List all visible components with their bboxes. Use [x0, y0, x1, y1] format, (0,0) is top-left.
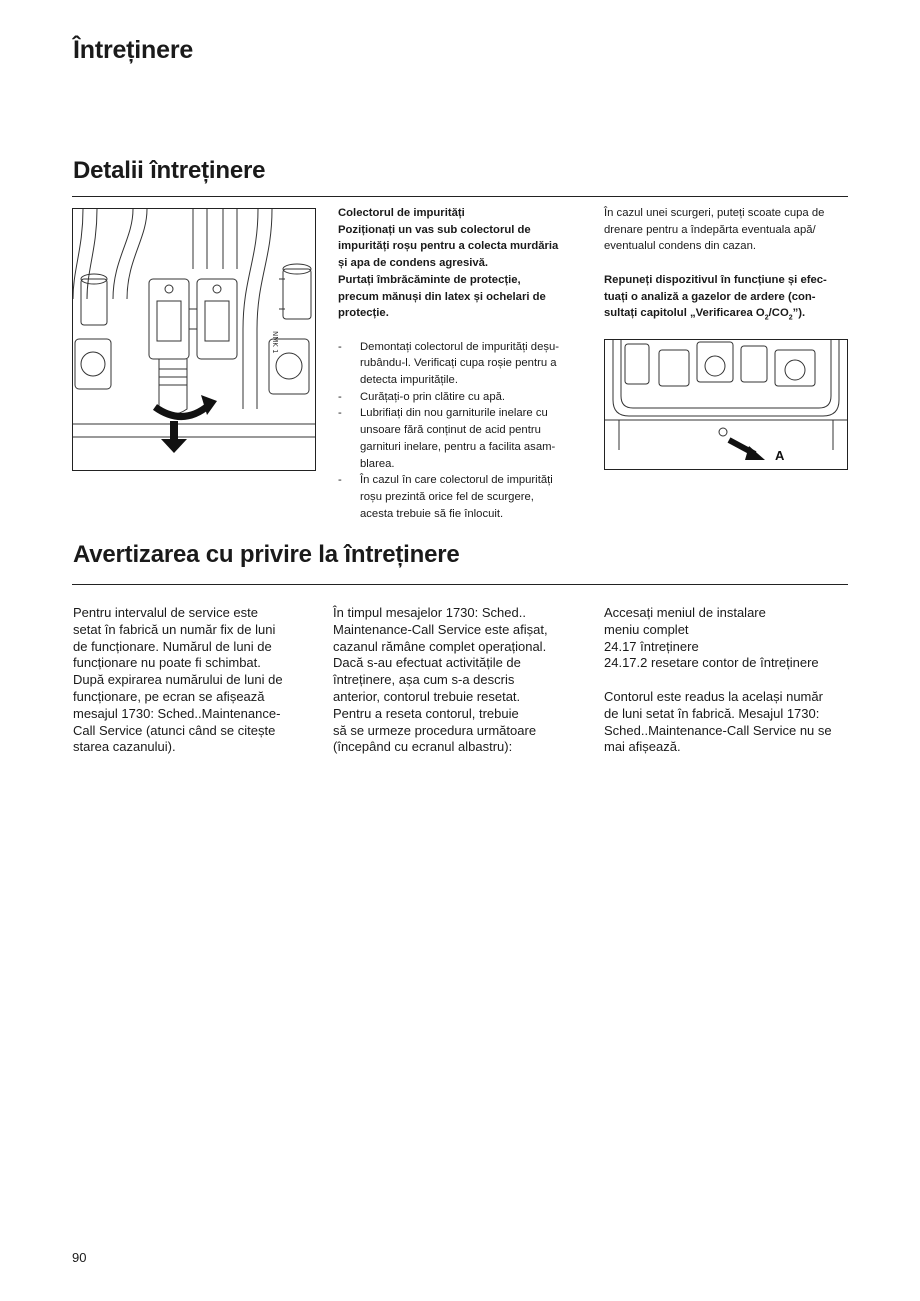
- list-item: [338, 405, 588, 472]
- section-title-maintenance-details: Detalii întreținere: [73, 157, 266, 184]
- list-item-line: - Curățați-o prin clătire cu apă.: [360, 390, 506, 403]
- text-line: Pentru intervalul de service este: [73, 605, 258, 620]
- text-line: După expirarea numărului de luni de: [73, 672, 283, 688]
- restart-text-mid: /CO: [768, 307, 789, 320]
- text-line: mai afișează.: [604, 739, 681, 755]
- drain-cup-illustration: [604, 339, 848, 470]
- menu-path-line: meniu complet: [604, 621, 689, 637]
- text-line: funcționare, pe ecran se afișează: [73, 688, 265, 704]
- safety-text-line: protecție.: [338, 307, 389, 320]
- text-line: de luni setat în fabrică. Mesajul 1730:: [604, 705, 820, 721]
- text-line: Sched..Maintenance-Call Service nu se: [604, 722, 832, 738]
- dirt-collector-illustration: [72, 208, 316, 471]
- section-title-maintenance-warning: Avertizarea cu privire la întreținere: [73, 541, 460, 568]
- list-item: [338, 339, 588, 389]
- list-item-line: roșu prezintă orice fel de scurgere,: [360, 490, 534, 503]
- text-line: Contorul este readus la același număr: [604, 688, 823, 704]
- text-line: Call Service (atunci când se citește: [73, 722, 276, 738]
- service-interval-text: [73, 605, 323, 756]
- text-line: funcționare nu poate fi schimbat.: [73, 655, 261, 671]
- text-line: Dacă s-au efectuat activitățile de: [333, 655, 521, 671]
- section-divider: [72, 196, 848, 197]
- list-item: [338, 472, 588, 522]
- leak-text-line: În cazul unei scurgeri, puteți scoate cupa de: [604, 207, 825, 219]
- page-number: 90: [72, 1250, 87, 1265]
- safety-text-line: Purtați îmbrăcăminte de protecție,: [338, 273, 521, 286]
- dirt-collector-instructions: [338, 205, 588, 522]
- text-line: Maintenance-Call Service este afișat,: [333, 621, 548, 637]
- safety-text-line: impurități roșu pentru a colecta murdăria: [338, 240, 559, 253]
- restart-text-line: [604, 305, 852, 327]
- o2-subscript: 2: [764, 314, 769, 322]
- text-line: să se urmeze procedura următoare: [333, 722, 537, 738]
- restart-text-prefix: sultați capitolul „Verificarea O: [604, 307, 765, 320]
- nmk-label: NMK 1: [271, 331, 279, 354]
- list-item-line: - Demontați colectorul de impurități deșu-: [360, 340, 560, 353]
- text-line: starea cazanului).: [73, 739, 176, 755]
- page-title: Întreținere: [73, 36, 194, 64]
- text-line: setat în fabrică un număr fix de luni: [73, 621, 276, 637]
- text-line: În timpul mesajelor 1730: Sched..: [333, 605, 526, 620]
- section-divider: [72, 584, 848, 585]
- text-line: cazanul rămâne complet operațional.: [333, 638, 547, 654]
- safety-text-line: și apa de condens agresivă.: [338, 257, 489, 270]
- leak-text-line: drenare pentru a îndepărta eventuala apă/: [604, 223, 816, 236]
- list-item-line: blarea.: [360, 457, 395, 470]
- list-item-line: - Lubrifiați din nou garniturile inelare cu: [360, 407, 548, 420]
- safety-text-line: precum mănuși din latex și ochelari de: [338, 290, 546, 303]
- menu-path-line: Accesați meniul de instalare: [604, 605, 766, 620]
- leak-text-line: eventualul condens din cazan.: [604, 240, 756, 253]
- list-item: [338, 389, 588, 406]
- figure-label-a: A: [775, 448, 785, 463]
- text-line: de funcționare. Numărul de luni de: [73, 638, 272, 654]
- restart-text-line: tuați o analiză a gazelor de ardere (con-: [604, 290, 816, 303]
- list-item-line: rubându-l. Verificați cupa roșie pentru a: [360, 357, 557, 370]
- text-line: întreținere, așa cum s-a descris: [333, 672, 515, 688]
- list-item-line: acesta trebuie să fie înlocuit.: [360, 507, 504, 520]
- list-item-line: detecta impuritățile.: [360, 374, 458, 387]
- menu-path-line: 24.17.2 resetare contor de întreținere: [604, 655, 819, 671]
- safety-text-line: Poziționați un vas sub colectorul de: [338, 223, 531, 236]
- menu-path-line: 24.17 întreținere: [604, 638, 699, 654]
- co2-subscript: 2: [788, 314, 793, 322]
- maintenance-steps-list: [338, 339, 588, 523]
- text-line: mesajul 1730: Sched..Maintenance-: [73, 705, 281, 721]
- list-item-line: garnituri inelare, pentru a facilita asam-: [360, 440, 556, 453]
- maintenance-message-text: [333, 605, 593, 756]
- text-line: anterior, contorul trebuie resetat.: [333, 688, 521, 704]
- leak-instructions: [604, 205, 852, 327]
- dirt-collector-heading: Colectorul de impurități: [338, 207, 465, 219]
- text-line: (începând cu ecranul albastru):: [333, 739, 513, 755]
- restart-text-suffix: ”).: [792, 307, 806, 320]
- restart-text-line: Repuneți dispozitivul în funcțiune și efec-: [604, 273, 827, 286]
- list-item-line: unsoare fără conținut de acid pentru: [360, 424, 541, 437]
- list-item-line: - În cazul în care colectorul de impurități: [360, 474, 553, 487]
- reset-procedure-text: [604, 605, 864, 756]
- text-line: Pentru a reseta contorul, trebuie: [333, 705, 519, 721]
